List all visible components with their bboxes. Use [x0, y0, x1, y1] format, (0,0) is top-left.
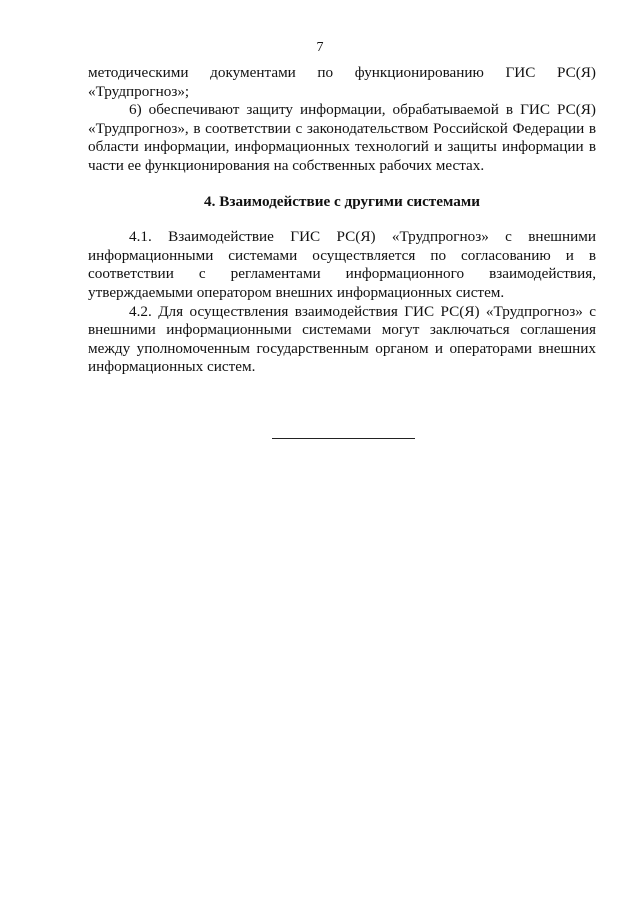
paragraph-4-2: 4.2. Для осуществления взаимодействия ГИС РС(Я) «Трудпрогноз» с внешними информационными системами могут заключаться соглашения между уполномоченным государственным органом и операторами внешних информационных систем. [88, 302, 596, 376]
page-number: 7 [316, 40, 324, 55]
end-of-document-divider [272, 438, 415, 439]
document-body [88, 64, 596, 377]
paragraph-4-1: 4.1. Взаимодействие ГИС РС(Я) «Трудпрогноз» с внешними информационными системами осуществляется по согласованию и в соответствии с регламентами информационного взаимодействия, утверждаемыми оператором внешних информационных систем. [88, 228, 596, 301]
paragraph-continuation: методическими документами по функционированию ГИС РС(Я) «Трудпрогноз»; [88, 64, 596, 100]
section-heading: 4. Взаимодействие с другими системами [204, 192, 480, 210]
paragraph-item-6: 6) обеспечивают защиту информации, обрабатываемой в ГИС РС(Я) «Трудпрогноз», в соответствии с законодательством Российской Федерации в области информации, информационных технологий и защиты информации в части ее функционирования на собственных рабочих местах. [88, 101, 596, 174]
